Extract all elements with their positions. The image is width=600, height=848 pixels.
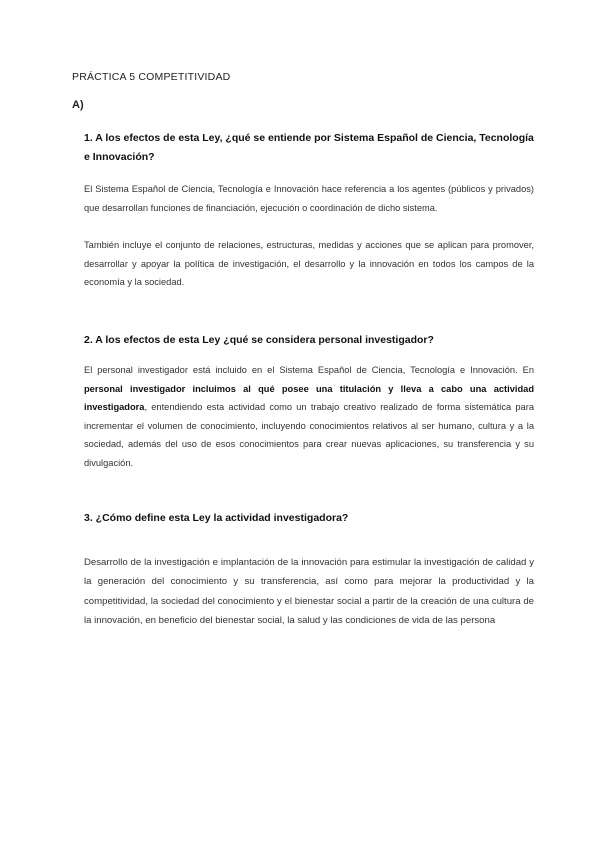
question-1-answer-p2: También incluye el conjunto de relaciones, estructuras, medidas y acciones que se aplican para promover, desarrollar y apoyar la política de investigación, el desarrollo y la innovación en todos los campos de la economía y la sociedad. bbox=[84, 240, 534, 288]
question-3-answer: Desarrollo de la investigación e implantación de la innovación para estimular la investigación de calidad y la generación del conocimiento y su transferencia, así como para mejorar la productividad y la competitividad, la sociedad del conocimiento y el bienestar social a partir de la creación de una cultura de la innovación, en beneficio del bienestar social, la salud y las condiciones de vida de las persona bbox=[84, 557, 534, 626]
question-1-answer-p1: El Sistema Español de Ciencia, Tecnología e Innovación hace referencia a los agentes (públicos y privados) que desarrollan funciones de financiación, ejecución o coordinación de dicho sistema. bbox=[84, 184, 534, 213]
question-2-answer-bold: personal investigador incluimos al qué posee una titulación y lleva a cabo una actividad investigadora bbox=[84, 383, 534, 413]
section-label: A) bbox=[72, 99, 84, 111]
question-2-heading: 2. A los efectos de esta Ley ¿qué se considera personal investigador? bbox=[84, 334, 434, 346]
question-2-answer bbox=[84, 361, 534, 473]
question-2-answer-start: El personal investigador está incluido en el Sistema Español de Ciencia, Tecnología e Innovación. En bbox=[84, 365, 534, 375]
document-title: PRÁCTICA 5 COMPETITIVIDAD bbox=[72, 71, 231, 83]
question-2-answer-end: , entendiendo esta actividad como un trabajo creativo realizado de forma sistemática para incrementar el volumen de conocimiento, incluyendo conocimientos relativos al ser humano, cultura y a la sociedad, además del uso de esos conocimientos para crear nuevas aplicaciones, su transferencia y su divulgación. bbox=[84, 402, 534, 468]
question-3-heading: 3. ¿Cómo define esta Ley la actividad investigadora? bbox=[84, 512, 349, 524]
question-1-heading: 1. A los efectos de esta Ley, ¿qué se entiende por Sistema Español de Ciencia, Tecnología e Innovación? bbox=[84, 132, 534, 163]
